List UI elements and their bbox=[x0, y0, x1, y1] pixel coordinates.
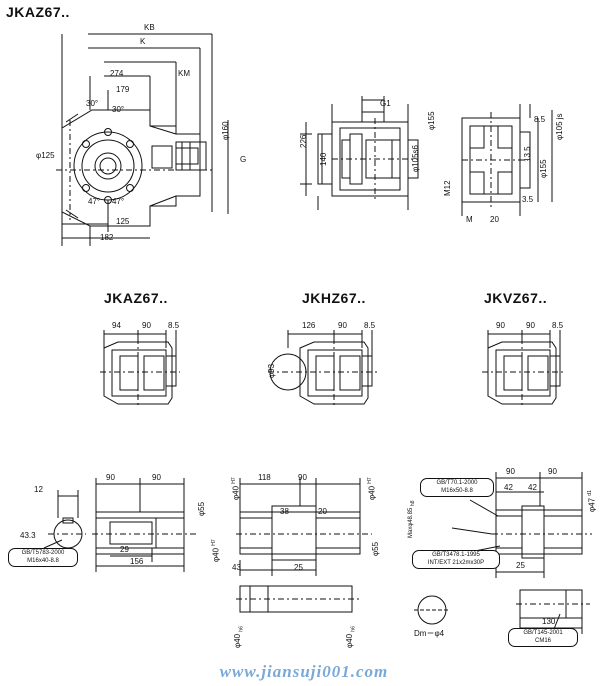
row2-dim-85c: 8.5 bbox=[552, 321, 564, 330]
dim-phi160: φ160 bbox=[221, 121, 230, 140]
callout-gb145-line1: GB/T145-2001 bbox=[523, 630, 563, 636]
row3-dim-156: 156 bbox=[130, 557, 144, 566]
row3-dim-phi55: φ55 bbox=[197, 501, 206, 516]
row2-dim-126: 126 bbox=[302, 321, 316, 330]
callout-gb70 bbox=[420, 478, 494, 497]
callout-gb145-line2: CM16 bbox=[534, 637, 551, 644]
row3r-dim-90h: 90 bbox=[506, 467, 515, 476]
dim-g: G bbox=[240, 155, 247, 164]
dim-phi155: φ155 bbox=[427, 111, 436, 130]
row3-dim-90f: 90 bbox=[152, 473, 161, 482]
dim-m: M bbox=[466, 215, 473, 224]
row3m-dim-phi40h7b: φ40 $^{H7}$ bbox=[367, 477, 377, 500]
fig-title-jkaz67: JKAZ67.. bbox=[104, 290, 168, 306]
dim-m12: M12 bbox=[443, 180, 452, 196]
row3m-dim-118: 118 bbox=[258, 473, 271, 482]
row3m-dim-25: 25 bbox=[294, 563, 303, 572]
dim-phi155b: φ155 bbox=[539, 159, 548, 178]
dim-30b: 30° bbox=[112, 105, 125, 114]
page-title: JKAZ67.. bbox=[6, 4, 70, 20]
row3r-dim-42b: 42 bbox=[528, 483, 537, 492]
dim-135: 13.5 bbox=[523, 146, 532, 162]
callout-gb3478 bbox=[412, 550, 500, 569]
row3-dim-29: 29 bbox=[120, 545, 129, 554]
row3m-dim-phi40h6a: φ40 $_{h6}$ bbox=[233, 626, 245, 648]
row3r-dim-25b: 25 bbox=[516, 561, 525, 570]
row2-dim-94: 94 bbox=[112, 321, 121, 330]
dim-20: 20 bbox=[490, 215, 499, 224]
callout-gb3478-line2: INT/EXT 21x2mx30P bbox=[427, 559, 485, 566]
row3r-dim-phi47d1: φ47 $^{d1}$ bbox=[587, 490, 597, 512]
dim-phi105s6: φ105s6 bbox=[411, 145, 420, 172]
callout-gb5783-line2: M16x40-8.8 bbox=[27, 557, 59, 564]
row3m-dim-phi40h6b: φ40 $_{h6}$ bbox=[345, 626, 357, 648]
dim-g1: G1 bbox=[380, 99, 391, 108]
dim-226: 226 bbox=[299, 134, 308, 148]
row3m-dim-38: 38 bbox=[280, 507, 289, 516]
row2-dim-90b: 90 bbox=[338, 321, 347, 330]
callout-gb5783 bbox=[8, 548, 78, 567]
row2-dim-90d: 90 bbox=[526, 321, 535, 330]
callout-gb5783-line1: GB/T5783-2000 bbox=[21, 550, 65, 556]
row3m-dim-43: 43 bbox=[232, 563, 241, 572]
dim-km: KM bbox=[178, 69, 190, 78]
dim-kb: KB bbox=[144, 23, 155, 32]
row3-dim-phi40h7: φ40 $^{H7}$ bbox=[211, 539, 221, 562]
dim-125: 125 bbox=[116, 217, 130, 226]
fig-title-jkhz67: JKHZ67.. bbox=[302, 290, 366, 306]
row3-dim-12: 12 bbox=[34, 485, 43, 494]
row3m-dim-phi40h7a: φ40 $^{H7}$ bbox=[231, 477, 241, 500]
dim-274: 274 bbox=[110, 69, 124, 78]
dim-140: 140 bbox=[319, 152, 328, 166]
dim-phi125: φ125 bbox=[36, 151, 55, 160]
dim-phi105js: φ105 js bbox=[555, 113, 564, 140]
dim-35: 3.5 bbox=[522, 195, 534, 204]
dim-47a: 47° bbox=[88, 197, 101, 206]
callout-gb70-line1: GB/T70.1-2000 bbox=[436, 480, 478, 486]
callout-gb70-line2: M16x50-8.8 bbox=[441, 487, 473, 494]
row3-dim-90e: 90 bbox=[106, 473, 115, 482]
row3m-dim-phi55: φ55 bbox=[371, 541, 380, 556]
callout-gb145 bbox=[508, 628, 578, 647]
row2-dim-85a: 8.5 bbox=[168, 321, 180, 330]
row2-dim-85b: 8.5 bbox=[364, 321, 376, 330]
row2-dim-90a: 90 bbox=[142, 321, 151, 330]
dim-47b: 47° bbox=[112, 197, 125, 206]
row3r-dim-max4885: Maxφ48.85 $_{h8}$ bbox=[408, 500, 417, 538]
row3m-dim-20: 20 bbox=[318, 507, 327, 516]
dim-k: K bbox=[140, 37, 146, 46]
row3r-dim-130: 130 bbox=[542, 617, 556, 626]
row2-dim-phi93: φ93 bbox=[267, 363, 276, 378]
dim-85: 8.5 bbox=[534, 115, 546, 124]
row3r-dim-90i: 90 bbox=[548, 467, 557, 476]
row3m-dim-90g: 90 bbox=[298, 473, 307, 482]
watermark: www.jiansuji001.com bbox=[219, 662, 389, 681]
row3-dim-433: 43.3 bbox=[20, 531, 36, 540]
dim-30a: 30° bbox=[86, 99, 99, 108]
dim-182: 182 bbox=[100, 233, 114, 242]
fig-title-jkvz67: JKVZ67.. bbox=[484, 290, 548, 306]
callout-gb3478-line1: GB/T3478.1-1995 bbox=[432, 552, 480, 558]
row3r-dim-dm: Dm＝φ4 bbox=[414, 629, 445, 638]
dim-179: 179 bbox=[116, 85, 130, 94]
row2-dim-90c: 90 bbox=[496, 321, 505, 330]
row3r-dim-42a: 42 bbox=[504, 483, 513, 492]
